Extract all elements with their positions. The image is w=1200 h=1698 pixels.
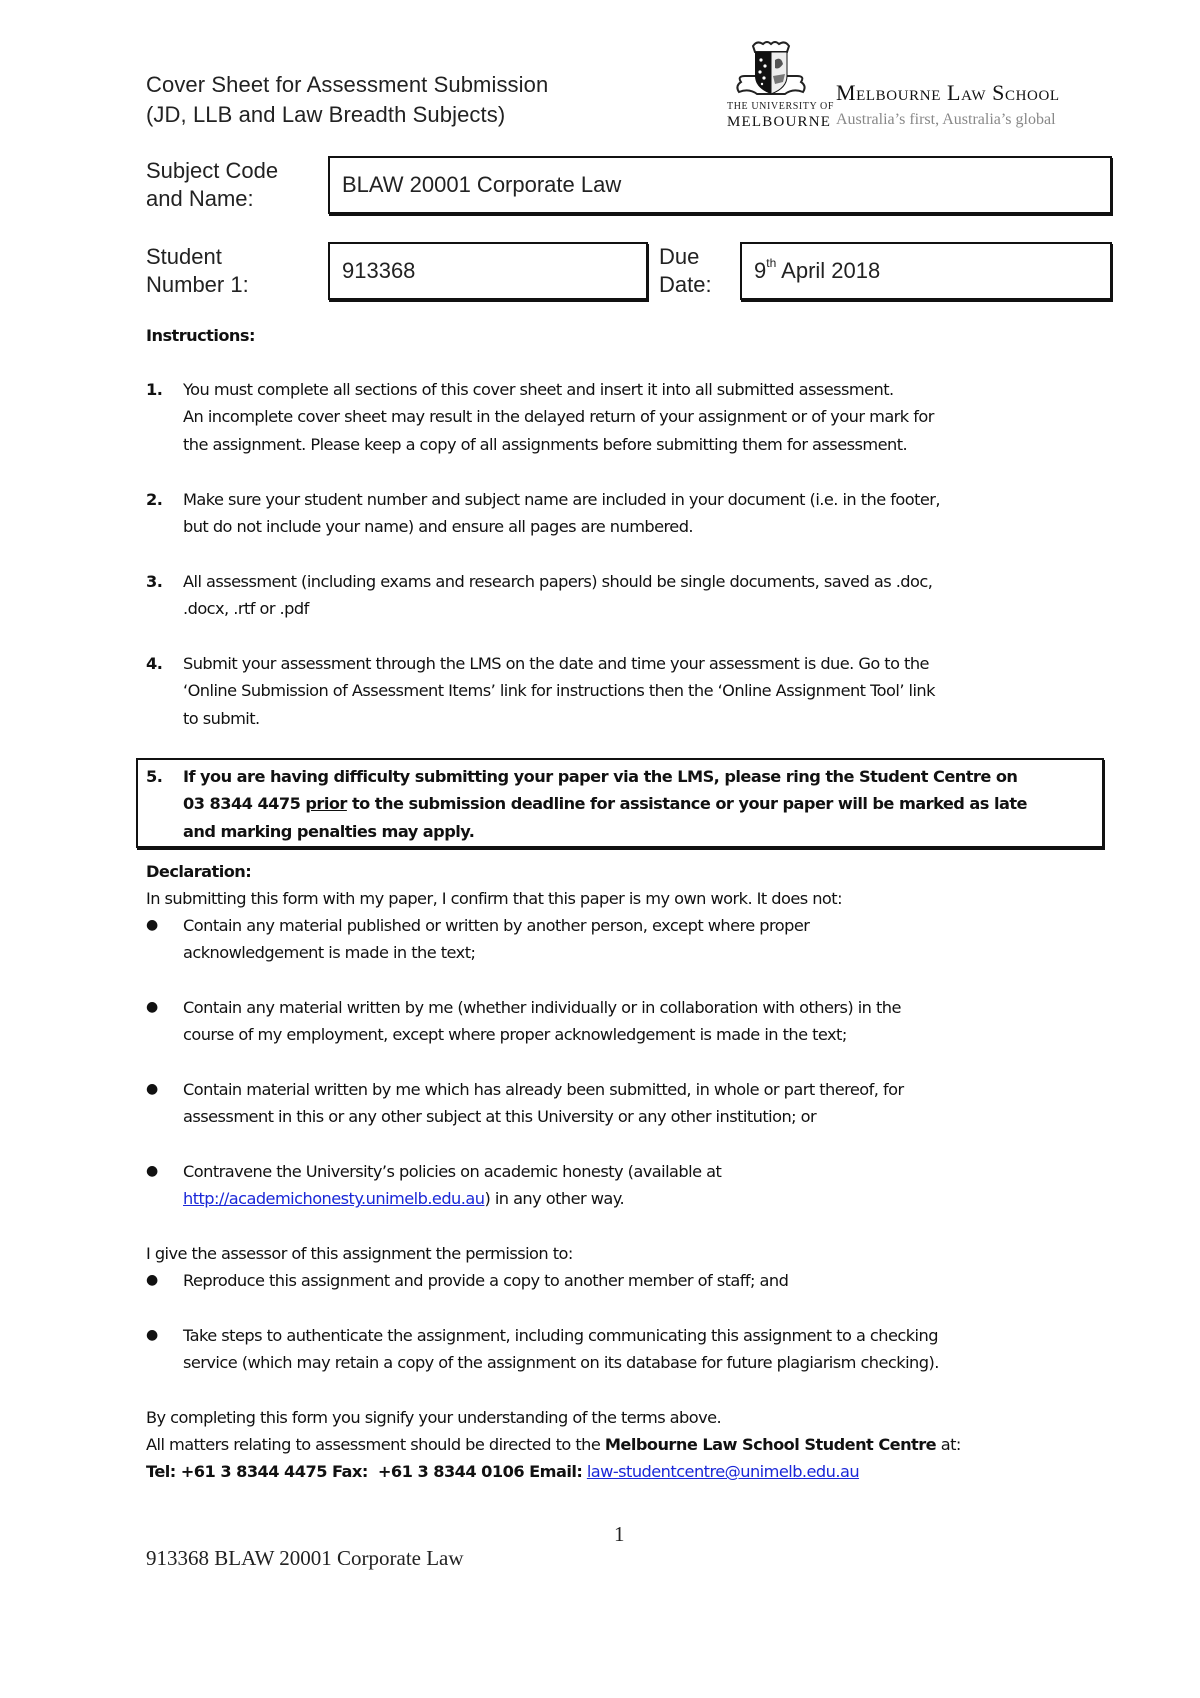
bullet-line: Contain any material published or written by another person, except where proper: [183, 916, 810, 935]
student-label-line-1: Student: [146, 244, 222, 269]
school-tagline: Australia’s first, Australia’s global: [836, 111, 1056, 128]
bullet-icon: ●: [146, 917, 158, 933]
page-number: 1: [614, 1522, 625, 1546]
bullet-icon: ●: [146, 1163, 158, 1179]
tel-label: Tel:: [146, 1462, 176, 1481]
page-footer: 913368 BLAW 20001 Corporate Law: [146, 1546, 464, 1570]
item-line: You must complete all sections of this cover sheet and insert it into all submitted assessment.: [183, 380, 894, 399]
bullet-line: Contravene the University’s policies on academic honesty (available at: [183, 1162, 722, 1181]
item-line: to submit.: [183, 708, 260, 728]
bullet-line: Reproduce this assignment and provide a copy to another member of staff; and: [183, 1271, 789, 1290]
email-label: Email:: [529, 1462, 583, 1481]
contact-statement: [146, 1431, 961, 1458]
tel-value: +61 3 8344 4475: [175, 1462, 332, 1481]
subject-label-line-2: and Name:: [146, 186, 254, 211]
item-line: .docx, .rtf or .pdf: [183, 599, 309, 619]
item-line: Submit your assessment through the LMS on the date and time your assessment is due. Go to the: [183, 654, 929, 673]
contact-details: [146, 1458, 859, 1485]
item-line: ‘Online Submission of Assessment Items’ link for instructions then the ‘Online Assignment Tool’ link: [183, 681, 935, 701]
subject-value: BLAW 20001 Corporate Law: [342, 172, 622, 197]
academic-honesty-link[interactable]: http://academichonesty.unimelb.edu.au: [183, 1189, 485, 1209]
fax-value: +61 3 8344 0106: [367, 1462, 530, 1481]
university-name-small: THE UNIVERSITY OF: [727, 101, 835, 112]
student-number-field[interactable]: [328, 242, 648, 300]
declaration-intro: In submitting this form with my paper, I confirm that this paper is my own work. It does not:: [146, 889, 842, 908]
bullet-text: ) in any other way.: [484, 1189, 625, 1209]
item-line: [183, 790, 1103, 817]
due-day: 9: [754, 258, 767, 283]
emphasis-prior: prior: [305, 794, 347, 814]
email-link[interactable]: law-studentcentre@unimelb.edu.au: [586, 1462, 860, 1481]
instructions-heading: Instructions:: [146, 326, 255, 345]
subject-field[interactable]: [328, 156, 1112, 214]
bullet-line: Contain any material written by me (whether individually or in collaboration with others) in the: [183, 998, 901, 1017]
due-label-line-1: Due: [659, 244, 700, 269]
due-label-line-2: Date:: [659, 272, 712, 297]
item-line: the assignment. Please keep a copy of all assignments before submitting them for assessment.: [183, 434, 908, 454]
bullet-line: course of my employment, except where proper acknowledgement is made in the text;: [183, 1025, 847, 1045]
bullet-icon: ●: [146, 1081, 158, 1097]
item-line: and marking penalties may apply.: [183, 821, 475, 841]
student-label-line-2: Number 1:: [146, 272, 249, 297]
item-text: to the submission deadline for assistance or your paper will be marked as late: [346, 794, 1027, 814]
item-line: but do not include your name) and ensure all pages are numbered.: [183, 517, 694, 537]
title-line-1: Cover Sheet for Assessment Submission: [146, 72, 549, 97]
fax-label: Fax:: [332, 1462, 368, 1481]
bullet-line: [183, 1185, 1103, 1212]
bullet-icon: ●: [146, 999, 158, 1015]
due-day-suffix: th: [766, 255, 777, 270]
student-number-label: [146, 243, 249, 299]
item-line: Make sure your student number and subject name are included in your document (i.e. in the footer,: [183, 490, 940, 509]
school-name: Melbourne Law School: [836, 80, 1060, 105]
due-month-year: April 2018: [776, 258, 881, 283]
bullet-line: service (which may retain a copy of the assignment on its database for future plagiarism checking).: [183, 1353, 939, 1373]
due-date-label: [659, 243, 712, 299]
item-number: 2.: [146, 490, 163, 509]
student-centre-name: Melbourne Law School Student Centre: [604, 1435, 937, 1454]
subject-label-line-1: Subject Code: [146, 158, 279, 183]
bullet-line: Contain material written by me which has already been submitted, in whole or part thereof, for: [183, 1080, 904, 1099]
phone-text: 03 8344 4475: [183, 794, 306, 814]
declaration-heading: Declaration:: [146, 862, 252, 881]
title-line-2: (JD, LLB and Law Breadth Subjects): [146, 102, 506, 127]
item-number: 4.: [146, 654, 163, 673]
item-line: If you are having difficulty submitting your paper via the LMS, please ring the Student Centre on: [183, 767, 1018, 786]
item-line: An incomplete cover sheet may result in the delayed return of your assignment or of your mark for: [183, 407, 934, 427]
closing-statement: By completing this form you signify your understanding of the terms above.: [146, 1408, 722, 1427]
bullet-line: assessment in this or any other subject at this University or any other institution; or: [183, 1107, 817, 1127]
permission-intro: I give the assessor of this assignment the permission to:: [146, 1244, 573, 1263]
due-date-field[interactable]: [740, 242, 1112, 300]
university-crest-icon: [733, 40, 809, 104]
item-number: 5.: [146, 767, 163, 786]
student-number-value: 913368: [342, 258, 416, 283]
item-number: 1.: [146, 380, 163, 399]
bullet-line: Take steps to authenticate the assignment, including communicating this assignment to a checking: [183, 1326, 938, 1345]
subject-label: [146, 157, 278, 213]
due-date-value: [754, 255, 881, 284]
page-title: [146, 70, 548, 130]
bullet-icon: ●: [146, 1272, 158, 1288]
contact-text: All matters relating to assessment should be directed to the: [146, 1435, 605, 1454]
item-line: All assessment (including exams and research papers) should be single documents, saved as .doc,: [183, 572, 933, 591]
item-number: 3.: [146, 572, 163, 591]
bullet-icon: ●: [146, 1327, 158, 1343]
university-name: MELBOURNE: [727, 114, 832, 130]
contact-text: at:: [936, 1435, 961, 1454]
bullet-line: acknowledgement is made in the text;: [183, 943, 476, 963]
